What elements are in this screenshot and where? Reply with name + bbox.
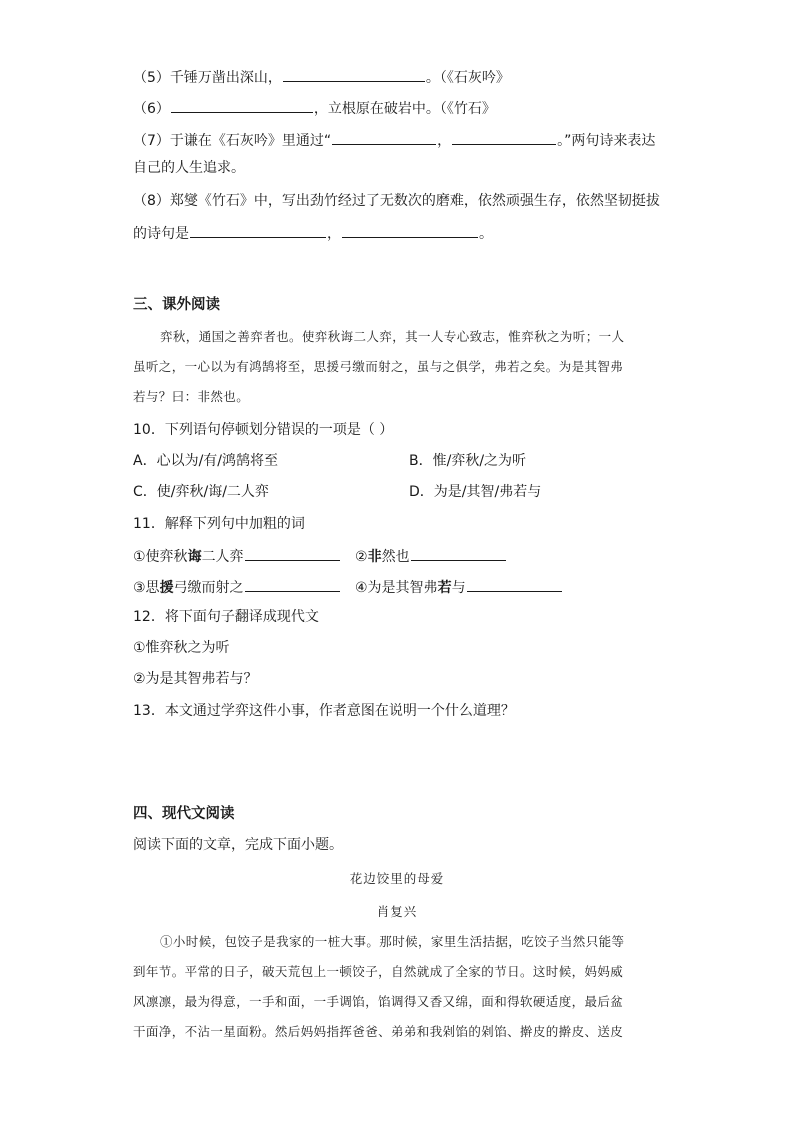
article-paragraph-line: 到年节。平常的日子，破天荒包上一顿饺子，自然就成了全家的节日。这时候，妈妈威 [133,964,624,979]
question-12-stem: 12．将下面句子翻译成现代文 [133,609,319,625]
item-rest: 弓缴而射之 [173,580,244,596]
question-number: （6） [133,101,170,117]
question-8-line-1: （8）郑燮《竹石》中，写出劲竹经过了无数次的磨难，依然顽强生存，依然坚韧挺拔 [133,193,660,209]
item-rest: 与 [451,580,466,596]
item-label: ①使弈秋 [133,549,188,565]
option-b[interactable]: B．惟/弈秋/之为听 [409,453,527,469]
bold-word: 若 [437,580,452,596]
answer-blank[interactable] [245,576,340,592]
passage-line: 弈秋，通国之善弈者也。使弈秋诲二人弈，其一人专心致志，惟弈秋之为听；一人 [160,329,625,344]
question-11-stem: 11．解释下列句中加粗的词 [133,516,305,532]
question-number: （5） [133,70,170,86]
section-3-heading: 三、课外阅读 [133,297,220,313]
question-6 [133,97,496,119]
section-4-heading: 四、现代文阅读 [133,806,235,822]
q12-item-1: ①惟弈秋之为听 [133,640,230,656]
q11-item-3 [133,576,341,598]
article-paragraph-line: 干面净，不沾一星面粉。然后妈妈指挥爸爸、弟弟和我剁馅的剁馅、擀皮的擀皮、送皮 [133,1024,624,1039]
answer-blank[interactable] [452,129,556,145]
item-rest: 二人弈 [201,549,244,565]
question-text: （7）于谦在《石灰吟》里通过“ [133,133,332,149]
option-a[interactable]: A．心以为/有/鸿鹄将至 [133,453,279,469]
answer-blank[interactable] [245,545,340,561]
question-7-line-2: 自己的人生追求。 [133,160,245,176]
bold-word: 诲 [187,549,202,565]
item-label: ④为是其智弗 [355,580,438,596]
question-7-line-1 [133,129,655,151]
question-text: ，立根原在破岩中。（《竹石》 [313,101,496,117]
passage-line: 虽听之，一心以为有鸿鹄将至，思援弓缴而射之，虽与之俱学，弗若之矣。为是其智弗 [133,359,624,374]
question-text: 千锤万凿出深山， [169,70,282,86]
answer-blank[interactable] [332,129,436,145]
q11-item-4 [355,576,563,598]
bold-word: 援 [159,580,174,596]
question-13: 13．本文通过学弈这件小事，作者意图在说明一个什么道理？ [133,703,515,719]
item-label: ③思 [133,580,160,596]
option-d[interactable]: D．为是/其智/弗若与 [409,484,542,500]
q12-item-2: ②为是其智弗若与？ [133,671,258,687]
separator: ， [437,133,452,149]
section-4-instruction: 阅读下面的文章，完成下面小题。 [133,837,343,853]
question-5 [133,66,510,88]
answer-blank[interactable] [411,545,506,561]
article-paragraph-line: ①小时候，包饺子是我家的一桩大事。那时候，家里生活拮据，吃饺子当然只能等 [160,934,625,949]
question-text: 。”两句诗来表达 [557,133,656,149]
item-label: ② [355,549,368,565]
article-author: 肖复兴 [376,904,418,919]
answer-blank[interactable] [342,222,478,238]
question-text: 。 [479,226,493,242]
bold-word: 非 [367,549,382,565]
question-text: 的诗句是 [133,226,189,242]
article-title: 花边饺里的母爱 [349,871,445,886]
q11-item-2 [355,545,507,567]
q11-item-1 [133,545,341,567]
article-paragraph-line: 风凛凛，最为得意，一手和面，一手调馅，馅调得又香又绵，面和得软硬适度，最后盆 [133,994,624,1009]
answer-blank[interactable] [467,576,562,592]
question-10-stem: 10．下列语句停顿划分错误的一项是（ ） [133,422,394,438]
item-rest: 然也 [381,549,410,565]
answer-blank[interactable] [171,97,313,113]
question-text: 。（《石灰吟》 [425,70,510,86]
option-c[interactable]: C．使/弈秋/诲/二人弈 [133,484,269,500]
passage-line: 若与？曰：非然也。 [133,389,250,404]
question-8-line-2 [133,222,493,244]
answer-blank[interactable] [190,222,326,238]
separator: ， [327,226,341,242]
answer-blank[interactable] [283,66,425,82]
